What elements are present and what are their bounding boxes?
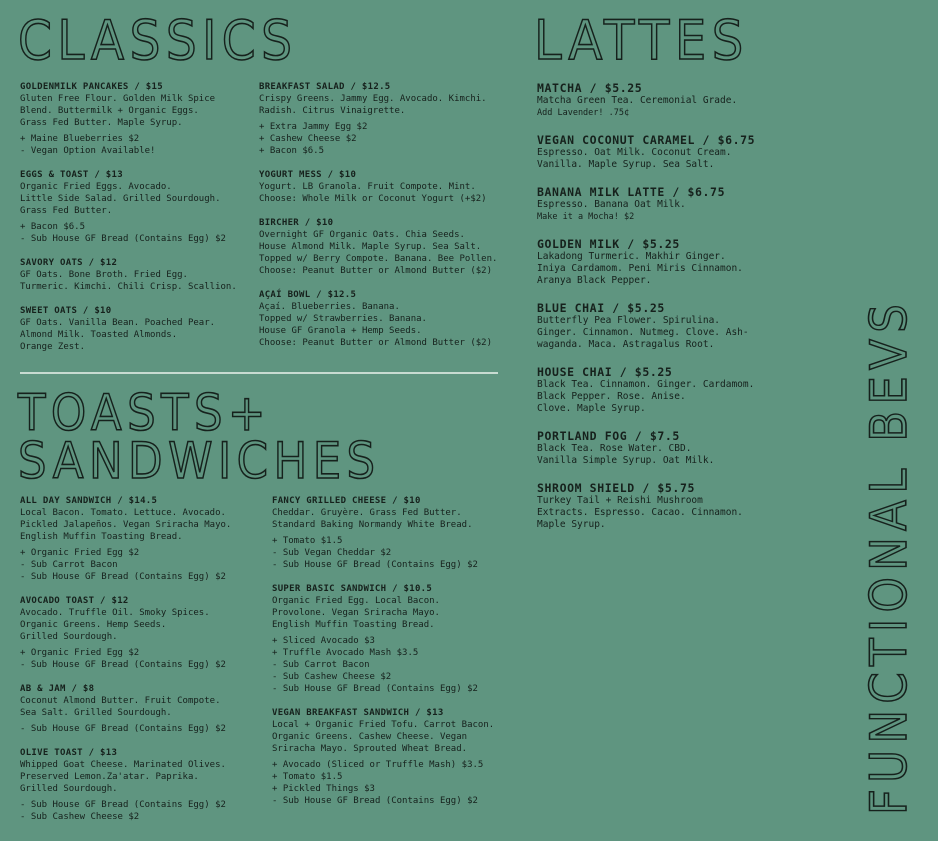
item-description: Black Tea. Cinnamon. Ginger. Cardamom. Black Pepper. Rose. Anise. Clove. Maple Syrup. bbox=[537, 379, 755, 414]
item-title: GOLDENMILK PANCAKES / $15 bbox=[20, 82, 163, 92]
item-title: SAVORY OATS / $12 bbox=[20, 258, 118, 268]
menu-item bbox=[537, 481, 837, 531]
menu-item bbox=[537, 301, 837, 351]
item-title: MATCHA / $5.25 bbox=[537, 81, 643, 95]
menu-item bbox=[20, 595, 265, 671]
menu-item bbox=[20, 495, 265, 583]
item-modifiers: + Organic Fried Egg $2 - Sub Carrot Bacon - Sub House GF Bread (Contains Egg) $2 bbox=[20, 548, 226, 582]
item-modifiers: - Sub House GF Bread (Contains Egg) $2 bbox=[20, 724, 226, 734]
menu-item bbox=[537, 133, 837, 171]
lattes-column bbox=[537, 81, 837, 545]
item-modifiers: + Avocado (Sliced or Truffle Mash) $3.5 + Tomato $1.5 + Pickled Things $3 - Sub House GF Bread (Contains Egg) $2 bbox=[272, 760, 484, 806]
menu-item bbox=[259, 217, 504, 277]
item-title: ALL DAY SANDWICH / $14.5 bbox=[20, 496, 158, 506]
menu-item bbox=[20, 305, 250, 353]
item-description: Crispy Greens. Jammy Egg. Avocado. Kimchi. Radish. Citrus Vinaigrette. bbox=[259, 94, 487, 116]
item-title: PORTLAND FOG / $7.5 bbox=[537, 429, 680, 443]
menu-item bbox=[259, 289, 504, 349]
item-description: Espresso. Oat Milk. Coconut Cream. Vanilla. Maple Syrup. Sea Salt. bbox=[537, 147, 732, 170]
item-modifiers: + Sliced Avocado $3 + Truffle Avocado Mash $3.5 - Sub Carrot Bacon - Sub Cashew Cheese $2 - Sub House GF Bread (Contains Egg) $2 bbox=[272, 636, 478, 694]
item-title: SHROOM SHIELD / $5.75 bbox=[537, 481, 695, 495]
item-description: Espresso. Banana Oat Milk. bbox=[537, 199, 686, 210]
sandwiches-left-column bbox=[20, 495, 265, 835]
menu-item bbox=[537, 365, 837, 415]
item-modifiers: + Bacon $6.5 - Sub House GF Bread (Contains Egg) $2 bbox=[20, 222, 226, 244]
menu-item bbox=[20, 81, 250, 157]
item-title: AVOCADO TOAST / $12 bbox=[20, 596, 129, 606]
item-description: Butterfly Pea Flower. Spirulina. Ginger. Cinnamon. Nutmeg. Clove. Ash- waganda. Maca. Astragalus Root. bbox=[537, 315, 749, 350]
item-note: Make it a Mocha! $2 bbox=[537, 212, 635, 222]
item-title: BLUE CHAI / $5.25 bbox=[537, 301, 665, 315]
item-title: SWEET OATS / $10 bbox=[20, 306, 112, 316]
item-description: Cheddar. Gruyère. Grass Fed Butter. Standard Baking Normandy White Bread. bbox=[272, 508, 473, 530]
item-title: VEGAN COCONUT CARAMEL / $6.75 bbox=[537, 133, 756, 147]
item-description: Açaí. Blueberries. Banana. Topped w/ Strawberries. Banana. House GF Granola + Hemp Seeds. Choose: Peanut Butter or Almond Butter ($2) bbox=[259, 302, 492, 348]
sandwiches-heading: SANDWICHES bbox=[18, 432, 381, 490]
item-description: Overnight GF Organic Oats. Chia Seeds. House Almond Milk. Maple Syrup. Sea Salt. Topped w/ Berry Compote. Banana. Bee Pollen. Choose: Peanut Butter or Almond Butter ($2) bbox=[259, 230, 498, 276]
item-title: BREAKFAST SALAD / $12.5 bbox=[259, 82, 391, 92]
item-modifiers: + Maine Blueberries $2 - Vegan Option Available! bbox=[20, 134, 156, 156]
menu-item bbox=[20, 747, 265, 823]
item-title: HOUSE CHAI / $5.25 bbox=[537, 365, 673, 379]
menu-item bbox=[537, 185, 837, 223]
item-description: Black Tea. Rose Water. CBD. Vanilla Simple Syrup. Oat Milk. bbox=[537, 443, 715, 466]
item-description: Yogurt. LB Granola. Fruit Compote. Mint. Choose: Whole Milk or Coconut Yogurt (+$2) bbox=[259, 182, 487, 204]
item-title: BANANA MILK LATTE / $6.75 bbox=[537, 185, 726, 199]
item-title: AÇAÍ BOWL / $12.5 bbox=[259, 290, 357, 300]
sandwiches-right-column bbox=[272, 495, 517, 819]
menu-item bbox=[272, 583, 517, 695]
item-title: SUPER BASIC SANDWICH / $10.5 bbox=[272, 584, 433, 594]
classics-right-column bbox=[259, 81, 504, 361]
menu-item bbox=[20, 169, 250, 245]
item-description: GF Oats. Vanilla Bean. Poached Pear. Almond Milk. Toasted Almonds. Orange Zest. bbox=[20, 318, 216, 352]
menu-item bbox=[259, 169, 504, 205]
item-description: Organic Fried Eggs. Avocado. Little Side Salad. Grilled Sourdough. Grass Fed Butter. bbox=[20, 182, 221, 216]
item-modifiers: + Extra Jammy Egg $2 + Cashew Cheese $2 + Bacon $6.5 bbox=[259, 122, 368, 156]
item-modifiers: + Organic Fried Egg $2 - Sub House GF Bread (Contains Egg) $2 bbox=[20, 648, 226, 670]
item-description: Lakadong Turmeric. Makhir Ginger. Iniya Cardamom. Peni Miris Cinnamon. Aranya Black Pepper. bbox=[537, 251, 743, 286]
lattes-heading: LATTES bbox=[534, 9, 749, 72]
item-title: GOLDEN MILK / $5.25 bbox=[537, 237, 680, 251]
item-description: Avocado. Truffle Oil. Smoky Spices. Organic Greens. Hemp Seeds. Grilled Sourdough. bbox=[20, 608, 210, 642]
menu-item bbox=[259, 81, 504, 157]
item-description: Local Bacon. Tomato. Lettuce. Avocado. Pickled Jalapeños. Vegan Sriracha Mayo. English Muffin Toasting Bread. bbox=[20, 508, 232, 542]
item-description: Matcha Green Tea. Ceremonial Grade. bbox=[537, 95, 738, 106]
item-modifiers: - Sub House GF Bread (Contains Egg) $2 - Sub Cashew Cheese $2 bbox=[20, 800, 226, 822]
classics-heading: CLASSICS bbox=[18, 9, 298, 72]
menu-item bbox=[20, 257, 250, 293]
item-title: VEGAN BREAKFAST SANDWICH / $13 bbox=[272, 708, 444, 718]
item-modifiers: + Tomato $1.5 - Sub Vegan Cheddar $2 - Sub House GF Bread (Contains Egg) $2 bbox=[272, 536, 478, 570]
menu-item bbox=[537, 237, 837, 287]
functional-bevs-heading: FUNCTIONAL BEVS bbox=[860, 297, 918, 816]
item-description: Organic Fried Egg. Local Bacon. Provolone. Vegan Sriracha Mayo. English Muffin Toasting Bread. bbox=[272, 596, 440, 630]
toasts-heading: TOASTS+ bbox=[18, 384, 272, 442]
item-description: Coconut Almond Butter. Fruit Compote. Sea Salt. Grilled Sourdough. bbox=[20, 696, 221, 718]
item-title: BIRCHER / $10 bbox=[259, 218, 334, 228]
item-description: Gluten Free Flour. Golden Milk Spice Blend. Buttermilk + Organic Eggs. Grass Fed Butter. Maple Syrup. bbox=[20, 94, 216, 128]
item-title: FANCY GRILLED CHEESE / $10 bbox=[272, 496, 421, 506]
item-description: Whipped Goat Cheese. Marinated Olives. Preserved Lemon.Za'atar. Paprika. Grilled Sourdough. bbox=[20, 760, 226, 794]
menu-item bbox=[537, 429, 837, 467]
item-title: OLIVE TOAST / $13 bbox=[20, 748, 118, 758]
section-divider bbox=[20, 372, 498, 374]
item-description: Turkey Tail + Reishi Mushroom Extracts. Espresso. Cacao. Cinnamon. Maple Syrup. bbox=[537, 495, 743, 530]
item-description: GF Oats. Bone Broth. Fried Egg. Turmeric. Kimchi. Chili Crisp. Scallion. bbox=[20, 270, 237, 292]
item-title: EGGS & TOAST / $13 bbox=[20, 170, 123, 180]
menu-item bbox=[20, 683, 265, 735]
item-title: AB & JAM / $8 bbox=[20, 684, 95, 694]
item-title: YOGURT MESS / $10 bbox=[259, 170, 357, 180]
menu-item bbox=[272, 707, 517, 807]
menu-item bbox=[272, 495, 517, 571]
item-description: Local + Organic Fried Tofu. Carrot Bacon. Organic Greens. Cashew Cheese. Vegan Sriracha Mayo. Sprouted Wheat Bread. bbox=[272, 720, 495, 754]
classics-left-column bbox=[20, 81, 250, 365]
menu-item bbox=[537, 81, 837, 119]
item-note: Add Lavender! .75¢ bbox=[537, 108, 630, 118]
